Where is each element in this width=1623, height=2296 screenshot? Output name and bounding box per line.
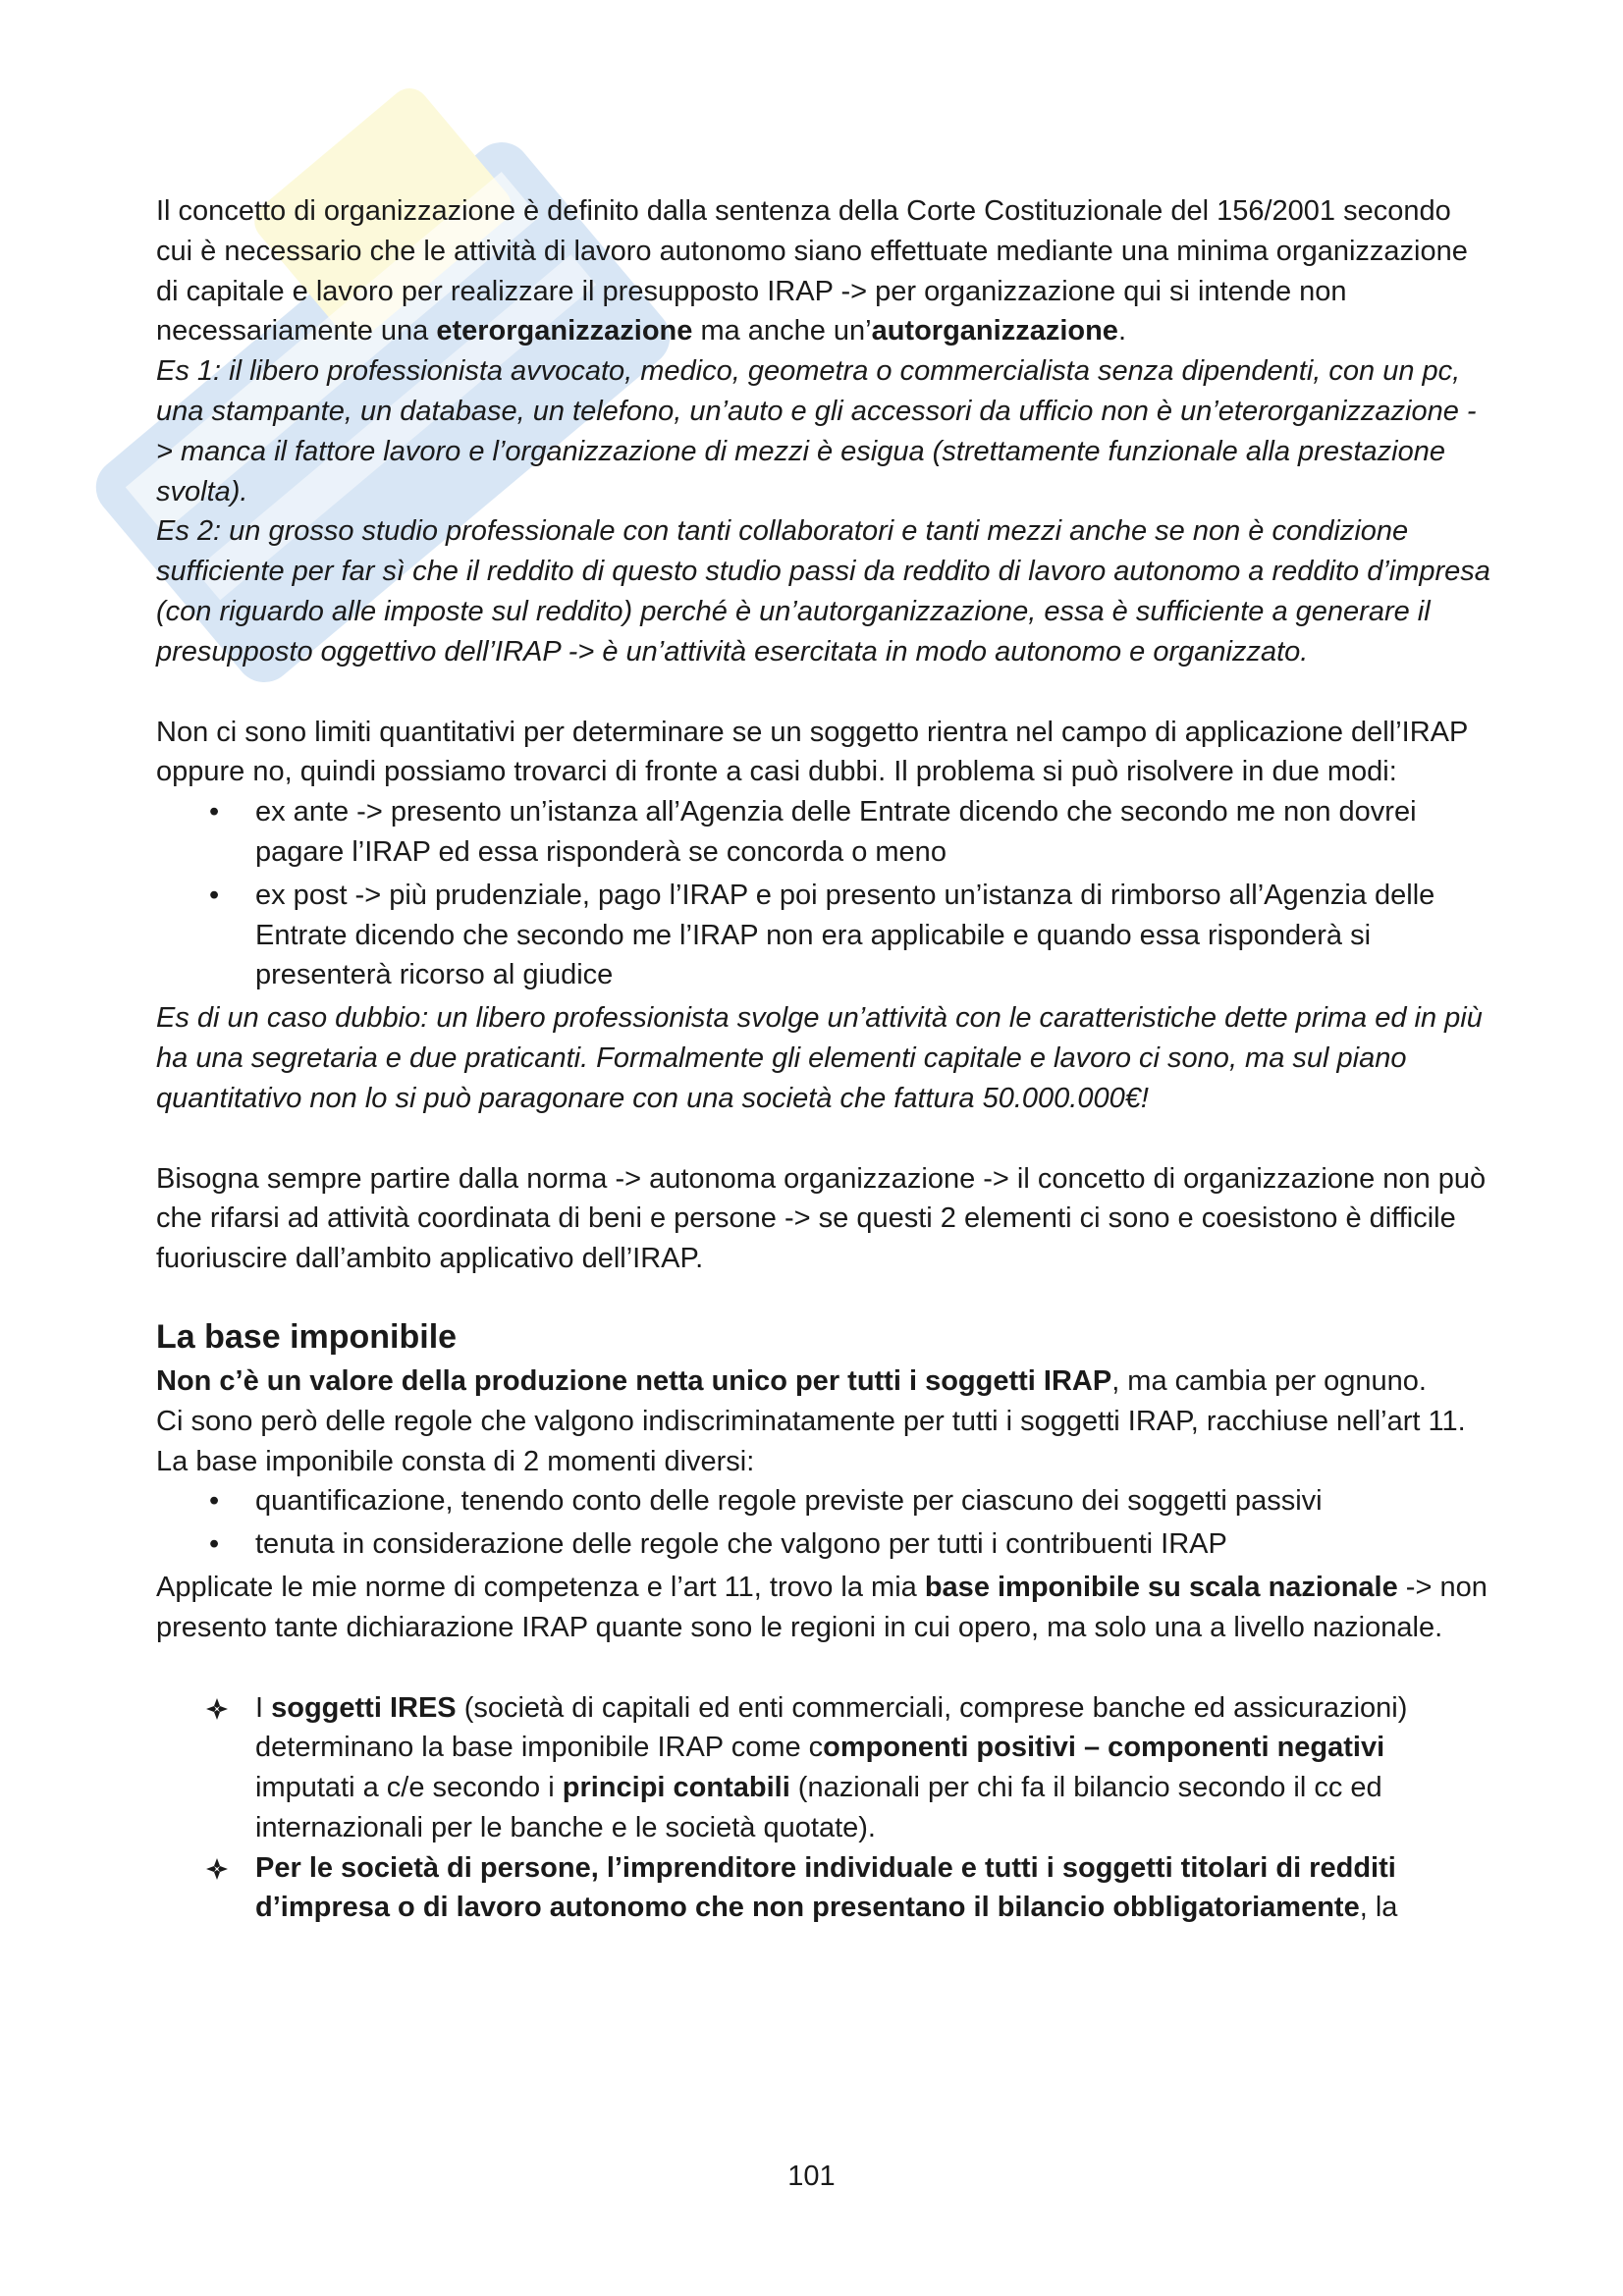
paragraph-organizzazione: Il concetto di organizzazione è definito dalla sentenza della Corte Costituzionale del 156/2001 secondo cui è necessario che le attività di lavoro autonomo siano effettuate mediante una minima organizzazione di capitale e lavoro per realizzare il presupposto IRAP -> per organizzazione qui si intende non necessariamente una eterorganizzazione ma anche un’autorganizzazione. xyxy=(156,195,1468,347)
bullet-list-momenti xyxy=(156,1481,1491,1565)
document-page xyxy=(156,191,1491,1928)
example-2: Es 2: un grosso studio professionale con tanti collaboratori e tanti mezzi anche se non è condizione sufficiente per far sì che il reddito di questo studio passi da reddito di lavoro autonomo a reddito d’impresa (con riguardo alle imposte sul reddito) perché è un’autorganizzazione, essa è sufficiente a generare il presupposto oggettivo dell’IRAP -> è un’attività esercitata in modo autonomo e organizzato. xyxy=(156,515,1490,667)
paragraph-momenti: La base imponibile consta di 2 momenti diversi: xyxy=(156,1445,755,1477)
list-item: • quantificazione, tenendo conto delle regole previste per ciascuno dei soggetti passivi xyxy=(156,1481,1491,1522)
diamond-bullet-icon xyxy=(205,1857,229,1881)
section-title: La base imponibile xyxy=(156,1317,458,1356)
paragraph-limiti: Non ci sono limiti quantitativi per determinare se un soggetto rientra nel campo di applicazione dell’IRAP oppure no, quindi possiamo trovarci di fronte a casi dubbi. Il problema si può risolvere in due modi: xyxy=(156,716,1468,788)
bullet-list-modi xyxy=(156,792,1491,995)
paragraph-scala-nazionale: Applicate le mie norme di competenza e l’art 11, trovo la mia base imponibile su scala nazionale -> non presento tante dichiarazione IRAP quante sono le regioni in cui opero, ma solo una a livello nazionale. xyxy=(156,1571,1488,1643)
paragraph-valore-produzione: Non c’è un valore della produzione netta unico per tutti i soggetti IRAP, ma cambia per ognuno. xyxy=(156,1364,1427,1397)
list-item: • ex ante -> presento un’istanza all’Agenzia delle Entrate dicendo che secondo me non dovrei pagare l’IRAP ed essa risponderà se concorda o meno xyxy=(156,792,1491,873)
paragraph-regole: Ci sono però delle regole che valgono indiscriminatamente per tutti i soggetti IRAP, racchiuse nell’art 11. xyxy=(156,1405,1466,1437)
diamond-list xyxy=(156,1688,1491,1929)
list-item: • ex post -> più prudenziale, pago l’IRAP e poi presento un’istanza di rimborso all’Agenzia delle Entrate dicendo che secondo me l’IRAP non era applicabile e quando essa risponderà si presenterà ricorso al giudice xyxy=(156,876,1491,995)
example-caso-dubbio: Es di un caso dubbio: un libero professionista svolge un’attività con le caratteristiche dette prima ed in più ha una segretaria e due praticanti. Formalmente gli elementi capitale e lavoro ci sono, ma sul piano quantitativo non lo si può paragonare con una società che fattura 50.000.000€! xyxy=(156,1002,1483,1114)
diamond-bullet-icon xyxy=(205,1697,229,1721)
page-number: 101 xyxy=(787,2161,836,2192)
list-item-societa-persone: Per le società di persone, l’imprenditore individuale e tutti i soggetti titolari di redditi d’impresa o di lavoro autonomo che non presentano il bilancio obbligatoriamente, la xyxy=(156,1848,1491,1929)
list-item-soggetti-ires: I soggetti IRES (società di capitali ed enti commerciali, comprese banche ed assicurazioni) determinano la base imponibile IRAP come componenti positivi – componenti negativi imputati a c/e secondo i principi contabili (nazionali per chi fa il bilancio secondo il cc ed internazionali per le banche e le società quotate). xyxy=(156,1688,1491,1848)
example-1: Es 1: il libero professionista avvocato, medico, geometra o commercialista senza dipendenti, con un pc, una stampante, un database, un telefono, un’auto e gli accessori da ufficio non è un’eterorganizzazione -> manca il fattore lavoro e l’organizzazione di mezzi è esigua (strettamente funzionale alla prestazione svolta). xyxy=(156,355,1477,507)
list-item: • tenuta in considerazione delle regole che valgono per tutti i contribuenti IRAP xyxy=(156,1524,1491,1565)
paragraph-norma: Bisogna sempre partire dalla norma -> autonoma organizzazione -> il concetto di organizzazione non può che rifarsi ad attività coordinata di beni e persone -> se questi 2 elementi ci sono e coesistono è difficile fuoriuscire dall’ambito applicativo dell’IRAP. xyxy=(156,1162,1487,1275)
